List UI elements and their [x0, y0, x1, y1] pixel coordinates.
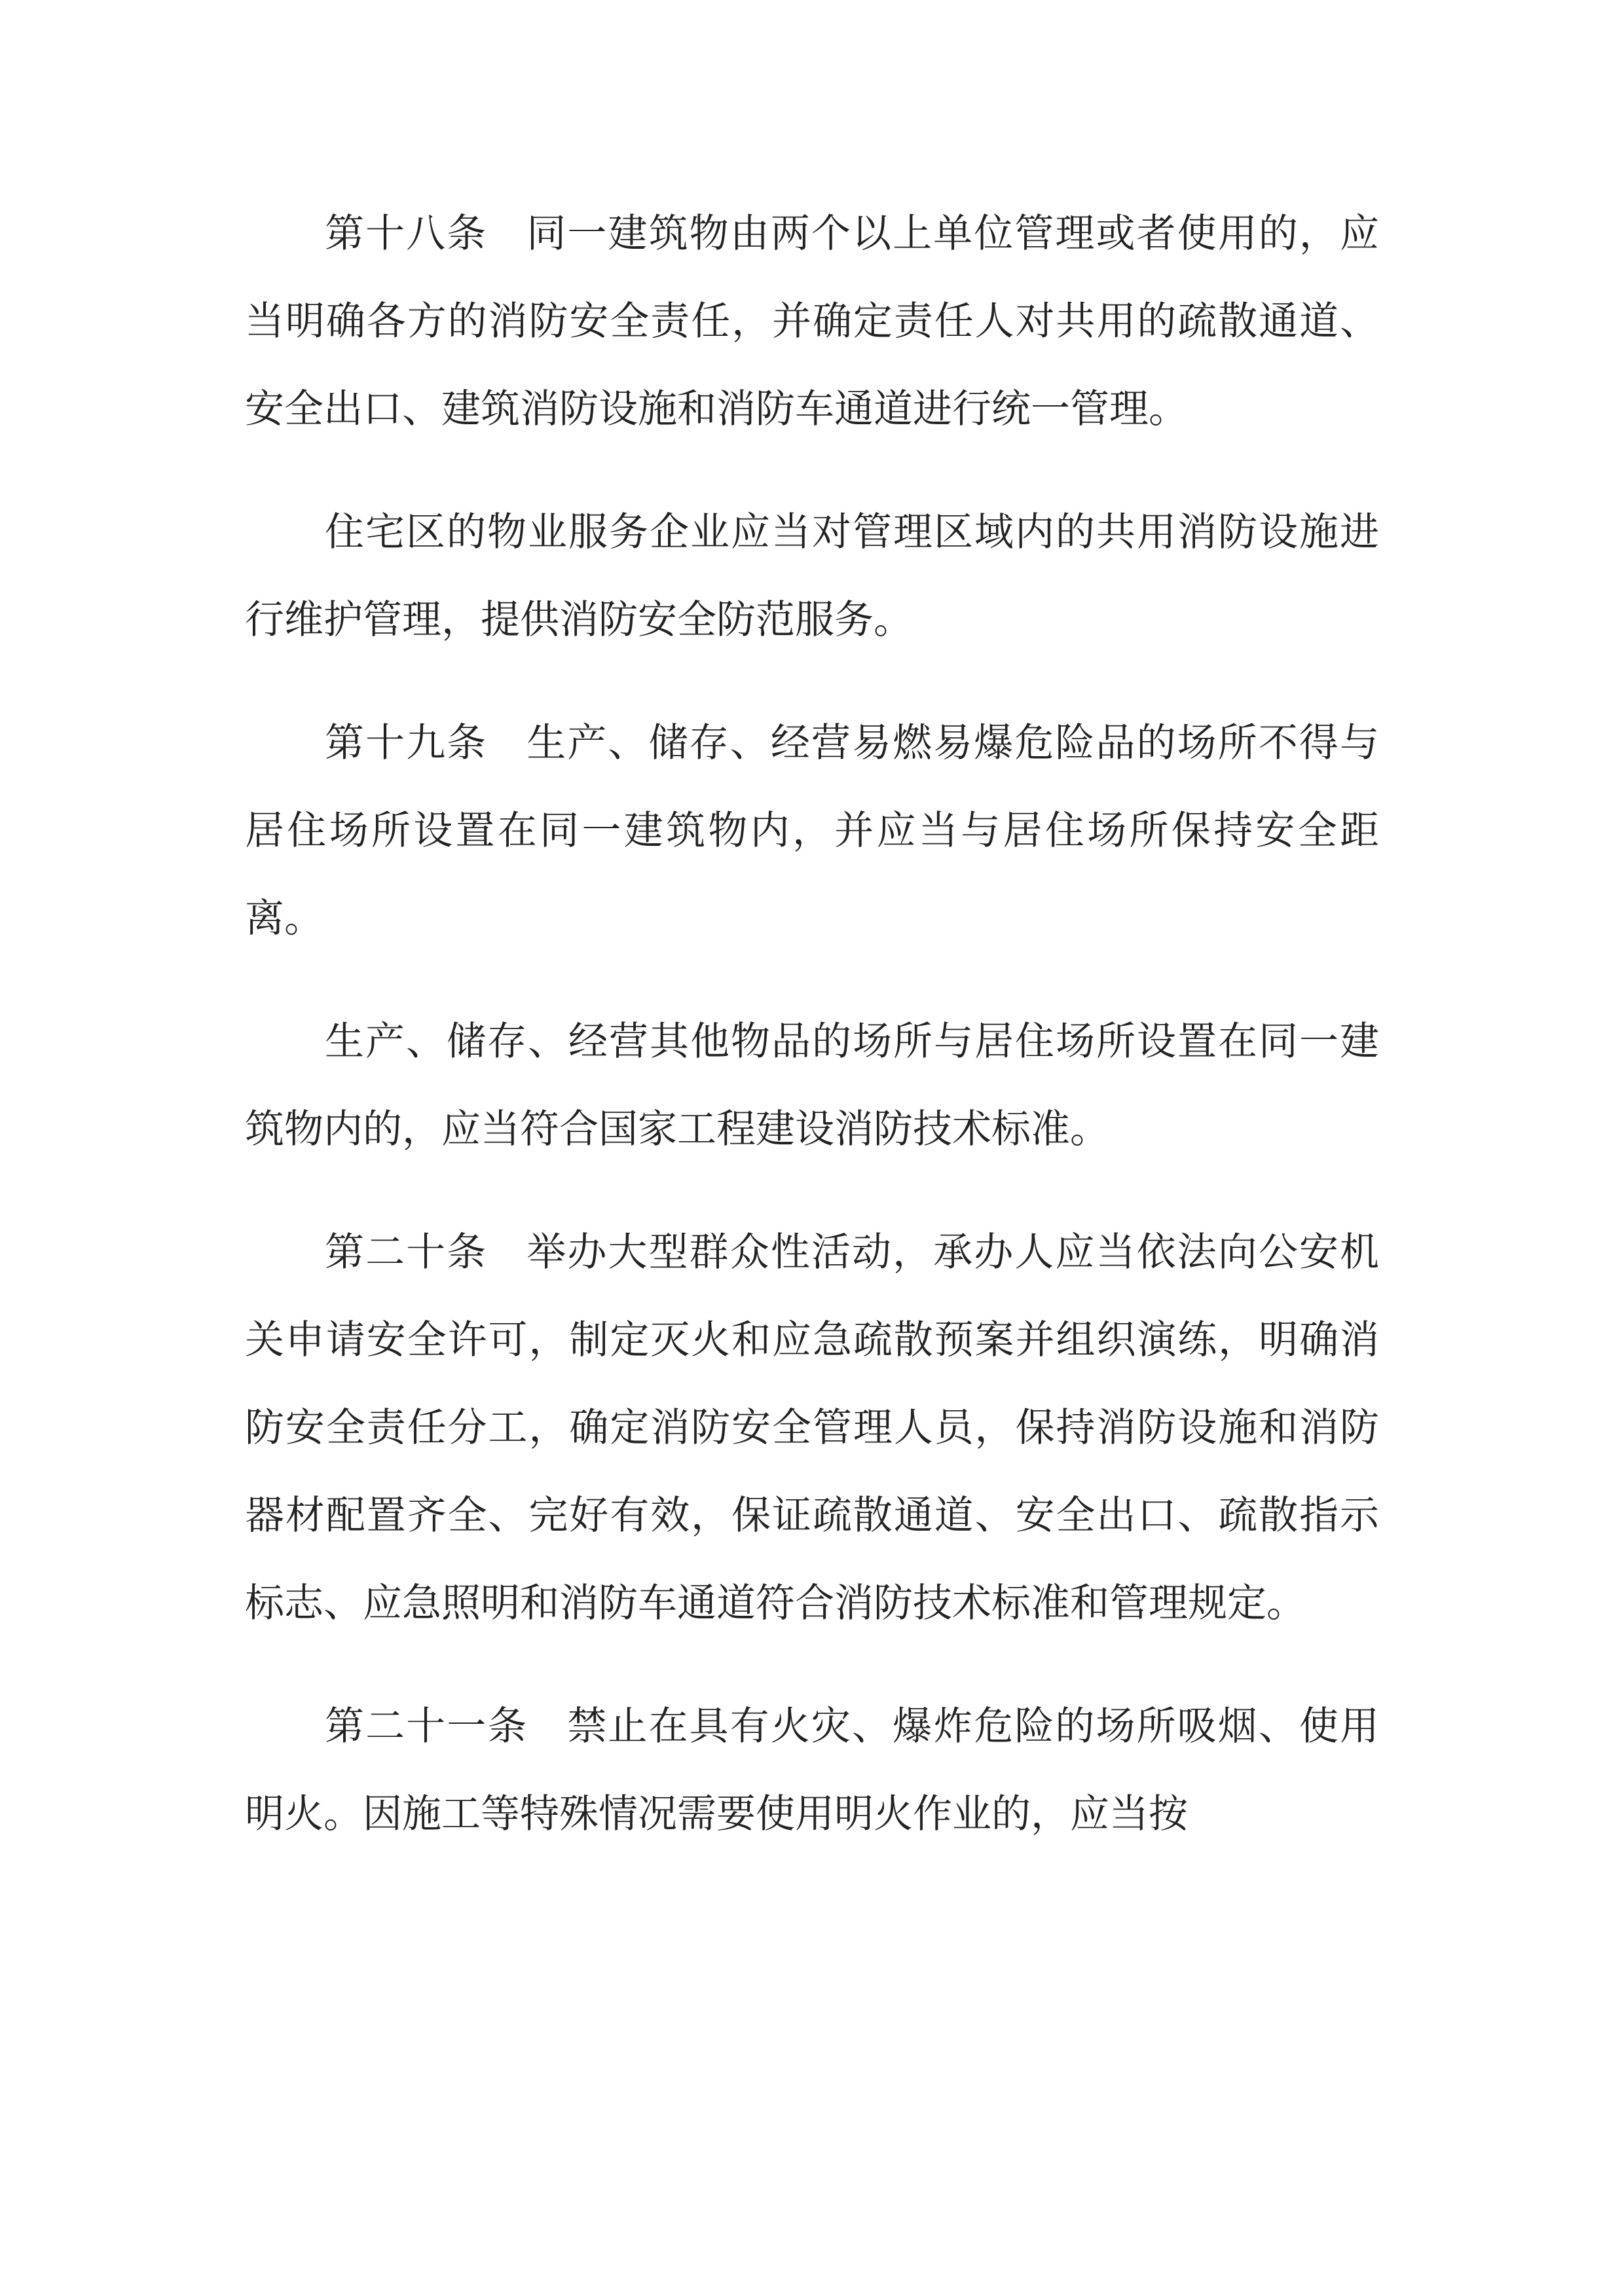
article-number: 第二十条: [325, 1230, 488, 1275]
paragraph-article-20: [245, 1209, 1379, 1647]
paragraph-text: 同一建筑物由两个以上单位管理或者使用的，应当明确各方的消防安全责任，并确定责任人对共用的疏散通道、安全出口、建筑消防设施和消防车通道进行统一管理。: [245, 211, 1380, 432]
paragraph-text: 住宅区的物业服务企业应当对管理区域内的共用消防设施进行维护管理，提供消防安全防范服务。: [245, 509, 1379, 643]
paragraph-article-21: [245, 1683, 1379, 1858]
paragraph-article-18: [245, 190, 1379, 453]
paragraph-text: 生产、储存、经营易燃易爆危险品的场所不得与居住场所设置在同一建筑物内，并应当与居住场所保持安全距离。: [245, 720, 1380, 941]
paragraph-article-18-residential: [245, 488, 1379, 664]
paragraph-text: 举办大型群众性活动，承办人应当依法向公安机关申请安全许可，制定灭火和应急疏散预案并组织演练，明确消防安全责任分工，确定消防安全管理人员，保持消防设施和消防器材配置齐全、完好有效，保证疏散通道、安全出口、疏散指示标志、应急照明和消防车通道符合消防技术标准和管理规定。: [245, 1230, 1380, 1626]
paragraph-article-19: [245, 699, 1379, 962]
article-number: 第二十一条: [325, 1704, 528, 1749]
paragraph-text: 生产、储存、经营其他物品的场所与居住场所设置在同一建筑物内的，应当符合国家工程建设消防技术标准。: [245, 1019, 1379, 1152]
article-number: 第十八条: [325, 211, 488, 257]
article-number: 第十九条: [325, 720, 488, 766]
paragraph-article-19-other-goods: [245, 998, 1379, 1173]
paragraph-text: 禁止在具有火灾、爆炸危险的场所吸烟、使用明火。因施工等特殊情况需要使用明火作业的，应当按: [245, 1704, 1380, 1837]
document-page: [245, 190, 1379, 1893]
